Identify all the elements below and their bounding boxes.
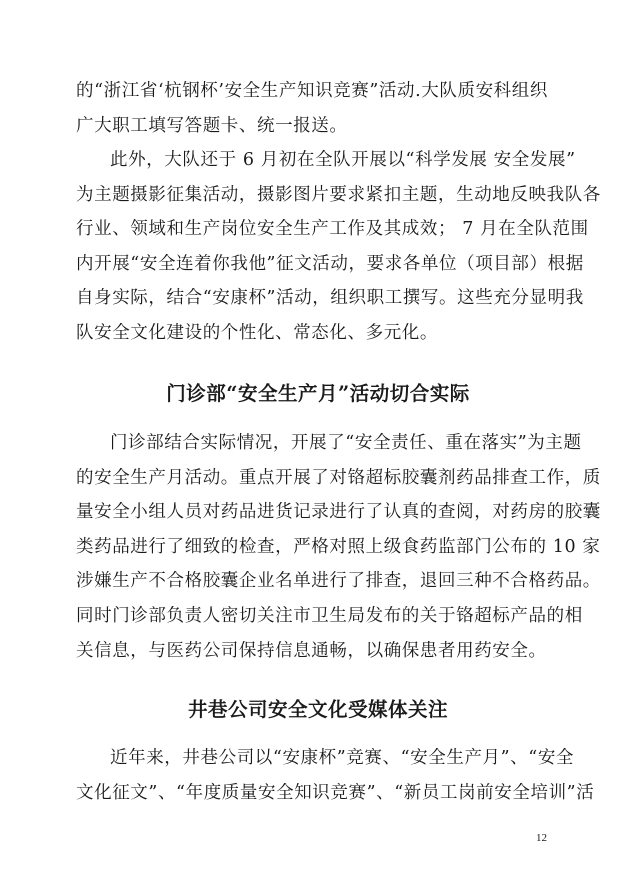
paragraph-line: 的安全生产月活动。重点开展了对铬超标胶囊剂药品排查工作，质 <box>76 467 601 488</box>
paragraph-line: 内开展“安全连着你我他”征文活动，要求各单位（项目部）根据 <box>76 253 584 274</box>
paragraph-line: 行业、领域和生产岗位安全生产工作及其成效； 7 月在全队范围 <box>76 219 589 240</box>
paragraph-line: 近年来，井巷公司以“安康杯”竞赛、“安全生产月”、“安全 <box>110 748 575 768</box>
paragraph-line: 涉嫌生产不合格胶囊企业名单进行了排查，退回三种不合格药品。 <box>76 571 601 592</box>
page-number: 12 <box>536 832 547 844</box>
paragraph-4 <box>76 741 595 810</box>
paragraph-1 <box>76 74 560 143</box>
paragraph-line: 队安全文化建设的个性化、常态化、多元化。 <box>76 322 438 343</box>
section-heading-mining: 井巷公司安全文化受媒体关注 <box>187 698 448 721</box>
paragraph-line: 量安全小组人员对药品进货记录进行了认真的查阅，对药房的胶囊 <box>76 502 601 523</box>
paragraph-line: 门诊部结合实际情况，开展了“安全责任、重在落实”为主题 <box>110 433 582 453</box>
paragraph-3 <box>76 426 601 668</box>
paragraph-line: 同时门诊部负责人密切关注市卫生局发布的关于铬超标产品的相 <box>76 605 583 626</box>
paragraph-line: 自身实际，结合“安康杯”活动，组织职工撰写。这些充分显明我 <box>76 288 584 309</box>
paragraph-line: 类药品进行了细致的检查，严格对照上级食药监部门公布的 10 家 <box>76 536 601 557</box>
paragraph-2 <box>76 143 601 351</box>
paragraph-line: 的“浙江省‘杭钢杯’安全生产知识竞赛”活动.大队质安科组织 <box>76 81 548 101</box>
paragraph-line: 广大职工填写答题卡、统一报送。 <box>76 115 348 136</box>
paragraph-line: 关信息，与医药公司保持信息通畅，以确保患者用药安全。 <box>76 640 547 661</box>
paragraph-line: 为主题摄影征集活动，摄影图片要求紧扣主题，生动地反映我队各 <box>76 184 601 205</box>
paragraph-line: 文化征文”、“年度质量安全知识竞赛”、“新员工岗前安全培训”活 <box>76 782 595 803</box>
section-heading-clinic: 门诊部“安全生产月”活动切合实际 <box>166 382 470 405</box>
paragraph-line: 此外，大队还于 6 月初在全队开展以“科学发展 安全发展” <box>110 150 576 170</box>
